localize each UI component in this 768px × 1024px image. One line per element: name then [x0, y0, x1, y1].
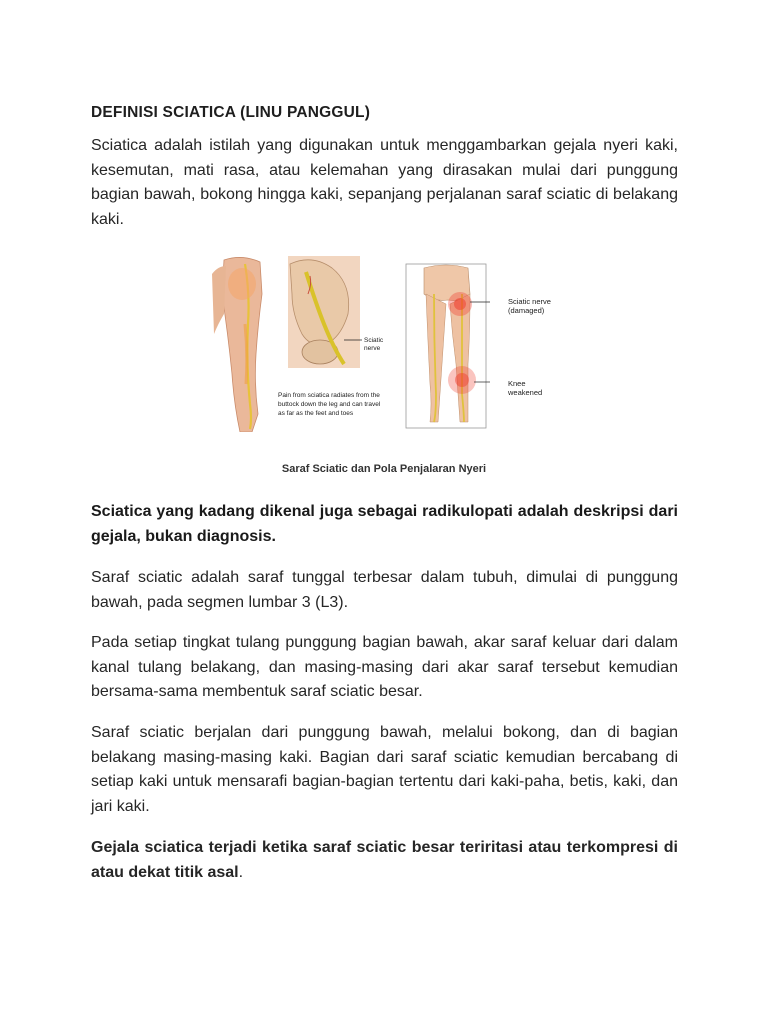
symptoms-end-punct: .	[238, 863, 244, 881]
label-sciatic-nerve: Sciatic	[364, 337, 384, 344]
symptoms-paragraph	[91, 836, 678, 885]
intro-section	[91, 104, 678, 232]
figure-caption: Saraf Sciatic dan Pola Penjalaran Nyeri	[281, 463, 487, 475]
legs-front-view	[406, 264, 490, 428]
path-paragraph: Saraf sciatic berjalan dari punggung bawah, melalui bokong, dan di bagian belakang masing-masing kaki. Bagian dari saraf sciatic kemudian bercabang di setiap kaki untuk mensarafi bagian-bagian tertentu dari kaki-paha, betis, kaki, dan jari kaki.	[91, 724, 678, 815]
label-pain-2: buttock down the leg and can travel	[278, 401, 381, 408]
symptoms-bold-text: Gejala sciatica terjadi ketika saraf sciatic besar teriritasi atau terkompresi di atau dekat titik asal	[91, 839, 678, 881]
intro-paragraph: Sciatica adalah istilah yang digunakan untuk menggambarkan gejala nyeri kaki, kesemutan, mati rasa, atau kelemahan yang dirasakan mulai dari punggung bagian bawah, bokong hingga kaki, sepanjang perjalanan saraf sciatic di belakang kaki.	[91, 137, 678, 228]
roots-paragraph: Pada setiap tingkat tulang punggung bagian bawah, akar saraf keluar dari dalam kanal tulang belakang, dan masing-masing dari akar saraf tersebut kemudian bersama-sama membentuk saraf sciatic besar.	[91, 634, 678, 700]
page-title: DEFINISI SCIATICA (LINU PANGGUL)	[91, 104, 371, 121]
leg-back-view	[212, 257, 262, 432]
pelvis-closeup	[288, 256, 362, 368]
sciatic-nerve-illustration	[212, 254, 492, 432]
nerve-paragraph: Saraf sciatic adalah saraf tunggal terbesar dalam tubuh, dimulai di punggung bawah, pada segmen lumbar 3 (L3).	[91, 569, 678, 611]
label-pain-3: as far as the feet and toes	[278, 410, 354, 417]
radiculopathy-paragraph: Sciatica yang kadang dikenal juga sebagai radikulopati adalah deskripsi dari gejala, bukan diagnosis.	[91, 503, 678, 545]
label-sciatic-nerve-2: nerve	[364, 345, 381, 352]
label-knee: Knee weakened	[508, 379, 543, 397]
label-damaged: Sciatic nerve (damaged)	[508, 297, 551, 315]
label-pain-1: Pain from sciatica radiates from the	[278, 392, 380, 399]
